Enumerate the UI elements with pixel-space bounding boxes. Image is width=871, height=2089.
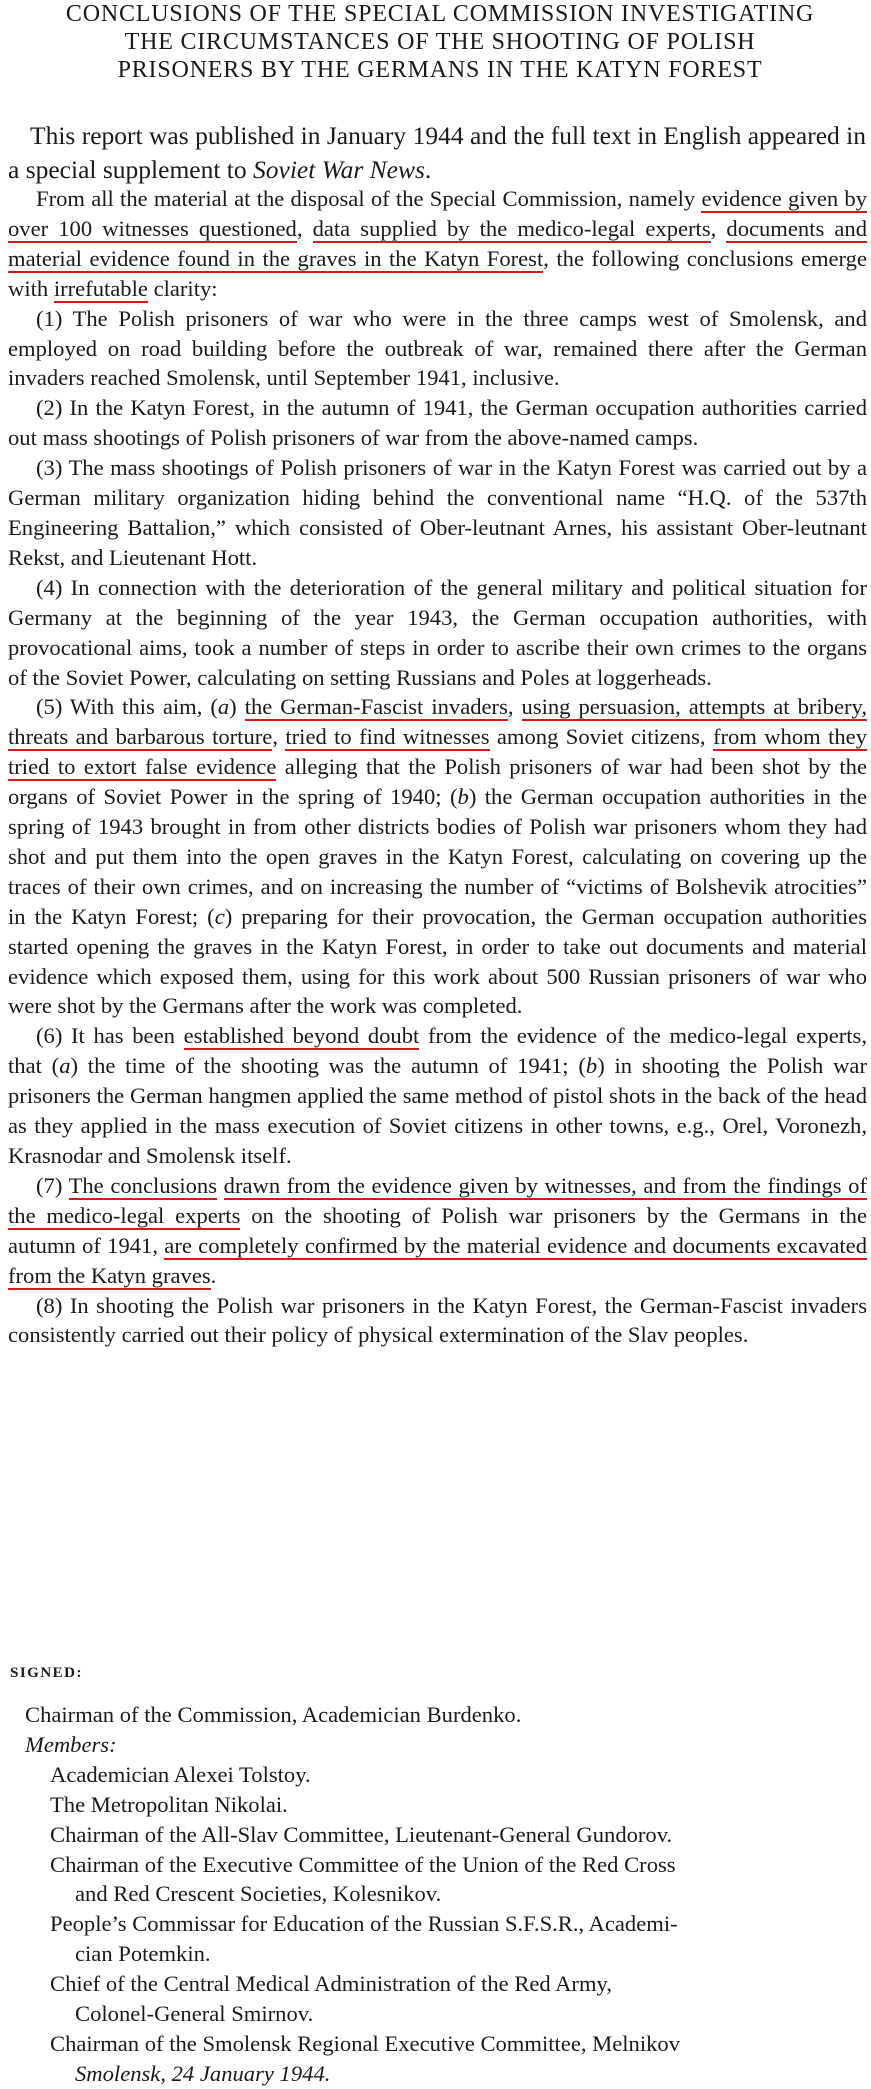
member-line: Chairman of the Executive Committee of the Union of the Red Cross and Red Crescent Societies, Kolesnikov. [50, 1851, 676, 1907]
signatories [25, 1700, 867, 2089]
highlight-underline: tried to find witnesses [285, 724, 490, 750]
title-line: THE CIRCUMSTANCES OF THE SHOOTING OF POLISH [124, 29, 756, 55]
conclusion-7: (7) The conclusions drawn from the evidence given by witnesses, and from the findings of the medico-legal experts on the shooting of Polish war prisoners by the Germans in the autumn of 1941, are completely confirmed by the material evidence and documents excavated from the Katyn graves. [8, 1172, 867, 1288]
highlight-underline: The conclusions [68, 1172, 218, 1198]
conclusion-5: (5) With this aim, (a) the German-Fascist invaders, using persuasion, attempts at bribery, threats and barbarous torture, tried to find witnesses among Soviet citizens, from whom they tried to extort false evidence alleging that the Polish prisoners of war had been shot by the organs of Soviet Power in the spring of 1940; (b) the German occupation authorities in the spring of 1943 brought in from other districts bodies of Polish war prisoners whom they had shot and put them into the open graves in the Katyn Forest, calculating on covering up the traces of their own crimes, and on increasing the number of “victims of Bolshevik atrocities” in the Katyn Forest; (c) preparing for their provocation, the German occupation authorities started opening the graves in the Katyn Forest, in order to take out documents and material evidence which exposed them, using for this work about 500 Russian prisoners of war who were shot by the Germans after the work was completed. [8, 694, 868, 1019]
member-line: Chairman of the Smolensk Regional Executive Committee, Melnikov [50, 2030, 680, 2056]
highlight-underline: are completely confirmed by the material evidence and documents excavated from the Katyn graves [8, 1232, 867, 1288]
signed-label: SIGNED: [10, 1665, 84, 1681]
member-line: Chief of the Central Medical Administration of the Red Army, Colonel-General Smirnov. [50, 1971, 613, 2027]
conclusion-1: (1) The Polish prisoners of war who were in the three camps west of Smolensk, and employed on road building before the outbreak of war, remained there after the German invaders reached Smolensk, until September 1941, inclusive. [8, 305, 867, 391]
conclusion-6: (6) It has been established beyond doubt from the evidence of the medico-legal experts, that (a) the time of the shooting was the autumn of 1941; (b) in shooting the Polish war prisoners the German hangmen applied the same method of pistol shots in the back of the head as they applied in the mass execution of Soviet citizens in other towns, e.g., Orel, Voronezh, Krasnodar and Smolensk itself. [8, 1023, 867, 1168]
conclusions-body [8, 184, 867, 1350]
conclusion-2: (2) In the Katyn Forest, in the autumn of 1941, the German occupation authorities carried out mass shootings of Polish prisoners of war from the above-named camps. [8, 395, 867, 451]
highlight-underline: using persuasion, attempts at bribery, threats and barbarous torture [8, 694, 867, 750]
conclusion-8: (8) In shooting the Polish war prisoners in the Katyn Forest, the German-Fascist invaders consistently carried out their policy of physical extermination of the Slav peoples. [8, 1292, 867, 1348]
report-title [40, 0, 840, 84]
opening-paragraph: From all the material at the disposal of the Special Commission, namely evidence given by over 100 witnesses questioned, data supplied by the medico-legal experts, documents and material evidence found in the graves in the Katyn Forest, the following conclusions emerge with irrefutable clarity: [8, 186, 868, 301]
members-label: Members: [25, 1731, 117, 1757]
highlight-underline: drawn from the evidence given by witnesses, and from the findings of the medico-legal experts [8, 1172, 867, 1228]
place-date: Smolensk, 24 January 1944. [75, 2060, 331, 2086]
member-line: Chairman of the All-Slav Committee, Lieutenant-General Gundorov. [50, 1821, 673, 1847]
highlight-underline: the German-Fascist invaders [244, 694, 508, 720]
highlight-underline: evidence given by over 100 witnesses questioned [8, 186, 868, 241]
title-line: PRISONERS BY THE GERMANS IN THE KATYN FOREST [117, 57, 763, 83]
member-line: The Metropolitan Nikolai. [50, 1791, 288, 1817]
highlight-underline: data supplied by the medico-legal experts [312, 215, 711, 241]
member-line: People’s Commissar for Education of the Russian S.F.S.R., Academi- cian Potemkin. [50, 1911, 678, 1967]
publication-name: Soviet War News [253, 154, 425, 184]
chairman-line: Chairman of the Commission, Academician Burdenko. [25, 1702, 522, 1727]
conclusion-3: (3) The mass shootings of Polish prisoners of war in the Katyn Forest was carried out by a German military organization hiding behind the conventional name “H.Q. of the 537th Engineering Battalion,” which consisted of Ober-leutnant Arnes, his assistant Ober-leutnant Rekst, and Lieutenant Hott. [8, 455, 867, 570]
member-line: Academician Alexei Tolstoy. [50, 1761, 311, 1787]
publication-note: This report was published in January 1944 and the full text in English appeared in a special supplement to Soviet War News. [8, 120, 866, 184]
highlight-underline: irrefutable [53, 275, 148, 301]
highlight-underline: documents and material evidence found in the graves in the Katyn Forest [8, 215, 867, 271]
highlight-underline: from whom they tried to extort false evidence [8, 724, 868, 780]
conclusion-4: (4) In connection with the deterioration of the general military and political situation for Germany at the beginning of the year 1943, the German occupation authorities, with provocational aims, took a number of steps in order to ascribe their own crimes to the organs of the Soviet Power, calculating on setting Russians and Poles at loggerheads. [8, 574, 867, 690]
title-line: CONCLUSIONS OF THE SPECIAL COMMISSION INVESTIGATING [65, 1, 815, 27]
highlight-underline: established beyond doubt [183, 1023, 420, 1049]
